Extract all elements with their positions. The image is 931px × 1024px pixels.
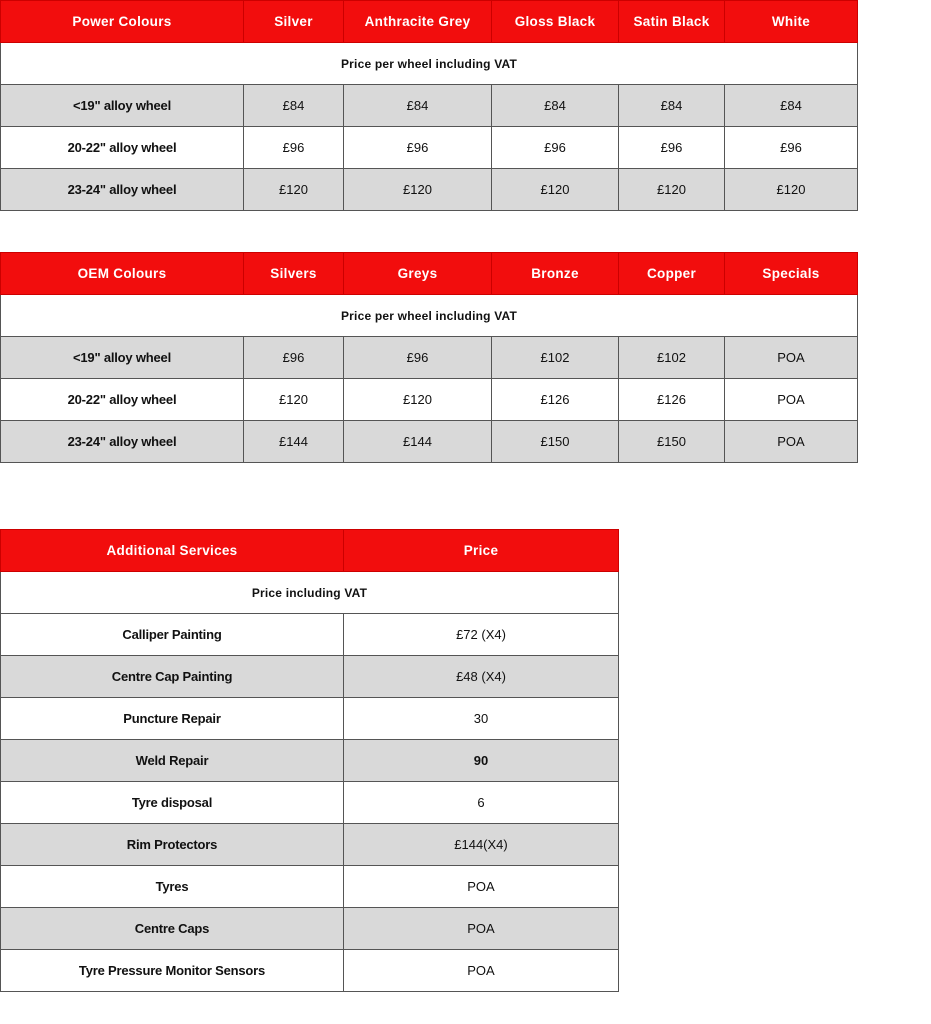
table-subtitle-row xyxy=(1,295,858,337)
table-subtitle: Price per wheel including VAT xyxy=(1,43,858,85)
table-row xyxy=(1,614,619,656)
price-cell: £96 xyxy=(244,337,344,379)
service-price: POA xyxy=(344,866,619,908)
additional-services-table xyxy=(0,529,619,992)
price-cell: £96 xyxy=(344,337,492,379)
service-name: Weld Repair xyxy=(1,740,344,782)
header-cell: Satin Black xyxy=(619,1,725,43)
row-label: 23-24" alloy wheel xyxy=(1,421,244,463)
price-cell: POA xyxy=(725,421,858,463)
table-row xyxy=(1,698,619,740)
row-label: <19" alloy wheel xyxy=(1,337,244,379)
service-name: Centre Caps xyxy=(1,908,344,950)
price-cell: £96 xyxy=(492,127,619,169)
header-cell: Copper xyxy=(619,253,725,295)
table-header-row xyxy=(1,253,858,295)
table-row xyxy=(1,908,619,950)
table-row xyxy=(1,782,619,824)
table-row xyxy=(1,337,858,379)
table-row xyxy=(1,85,858,127)
header-cell: Bronze xyxy=(492,253,619,295)
price-cell: £96 xyxy=(344,127,492,169)
service-name: Rim Protectors xyxy=(1,824,344,866)
service-name: Centre Cap Painting xyxy=(1,656,344,698)
price-cell: £102 xyxy=(619,337,725,379)
table-row xyxy=(1,740,619,782)
header-cell: Gloss Black xyxy=(492,1,619,43)
price-cell: £96 xyxy=(725,127,858,169)
price-cell: £84 xyxy=(492,85,619,127)
row-label: 20-22" alloy wheel xyxy=(1,379,244,421)
price-cell: £84 xyxy=(244,85,344,127)
service-price: 90 xyxy=(344,740,619,782)
row-label: 20-22" alloy wheel xyxy=(1,127,244,169)
table-subtitle-row xyxy=(1,43,858,85)
price-cell: £144 xyxy=(344,421,492,463)
service-price: £72 (X4) xyxy=(344,614,619,656)
price-cell: POA xyxy=(725,337,858,379)
table-subtitle: Price including VAT xyxy=(1,572,619,614)
table-row xyxy=(1,824,619,866)
price-cell: £126 xyxy=(492,379,619,421)
header-cell: Anthracite Grey xyxy=(344,1,492,43)
price-cell: POA xyxy=(725,379,858,421)
header-cell: Silver xyxy=(244,1,344,43)
service-name: Tyre disposal xyxy=(1,782,344,824)
table-header-row xyxy=(1,530,619,572)
table-row xyxy=(1,421,858,463)
table-row xyxy=(1,379,858,421)
price-cell: £96 xyxy=(619,127,725,169)
price-cell: £120 xyxy=(244,379,344,421)
header-cell: White xyxy=(725,1,858,43)
header-cell: Additional Services xyxy=(1,530,344,572)
table-subtitle: Price per wheel including VAT xyxy=(1,295,858,337)
price-cell: £150 xyxy=(492,421,619,463)
service-name: Tyres xyxy=(1,866,344,908)
price-cell: £120 xyxy=(344,169,492,211)
price-cell: £102 xyxy=(492,337,619,379)
price-cell: £120 xyxy=(492,169,619,211)
header-cell: Power Colours xyxy=(1,1,244,43)
header-cell: Price xyxy=(344,530,619,572)
price-cell: £144 xyxy=(244,421,344,463)
service-price: £144(X4) xyxy=(344,824,619,866)
service-price: 30 xyxy=(344,698,619,740)
price-cell: £120 xyxy=(725,169,858,211)
price-cell: £84 xyxy=(344,85,492,127)
table-row xyxy=(1,169,858,211)
service-price: 6 xyxy=(344,782,619,824)
table-subtitle-row xyxy=(1,572,619,614)
service-name: Tyre Pressure Monitor Sensors xyxy=(1,950,344,992)
service-price: POA xyxy=(344,950,619,992)
header-cell: Greys xyxy=(344,253,492,295)
header-cell: Specials xyxy=(725,253,858,295)
price-cell: £120 xyxy=(344,379,492,421)
service-price: £48 (X4) xyxy=(344,656,619,698)
header-cell: Silvers xyxy=(244,253,344,295)
table-row xyxy=(1,950,619,992)
table-row xyxy=(1,127,858,169)
service-name: Puncture Repair xyxy=(1,698,344,740)
row-label: 23-24" alloy wheel xyxy=(1,169,244,211)
service-name: Calliper Painting xyxy=(1,614,344,656)
table-row xyxy=(1,656,619,698)
price-cell: £84 xyxy=(619,85,725,127)
service-price: POA xyxy=(344,908,619,950)
table-row xyxy=(1,866,619,908)
price-cell: £126 xyxy=(619,379,725,421)
power-colours-table xyxy=(0,0,858,211)
price-cell: £150 xyxy=(619,421,725,463)
row-label: <19" alloy wheel xyxy=(1,85,244,127)
header-cell: OEM Colours xyxy=(1,253,244,295)
price-cell: £120 xyxy=(244,169,344,211)
oem-colours-table xyxy=(0,252,858,463)
table-header-row xyxy=(1,1,858,43)
price-cell: £96 xyxy=(244,127,344,169)
price-cell: £84 xyxy=(725,85,858,127)
price-cell: £120 xyxy=(619,169,725,211)
